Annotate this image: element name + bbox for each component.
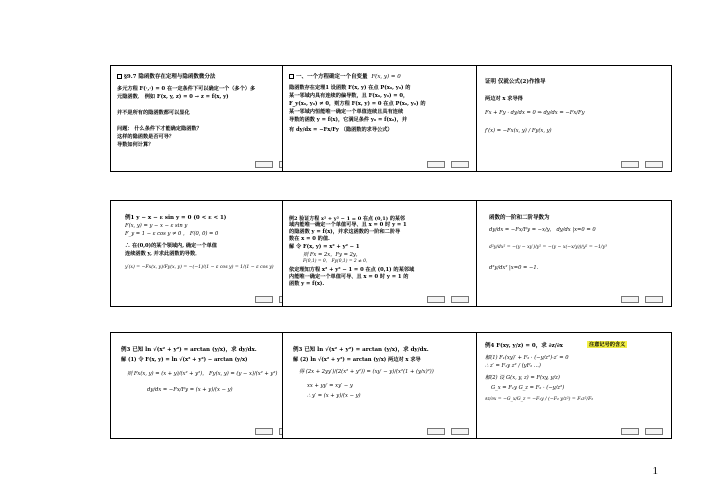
slide-2 bbox=[282, 65, 478, 172]
formula-line: 得 (2x + 2yy′)/(2(x² + y²)) = (xy′ − y)/(x²(1 + (y/x)²)) bbox=[299, 369, 434, 375]
page-number: 1 bbox=[652, 465, 658, 477]
formula-line: Fx + Fy · dy/dx = 0 ⇒ dy/dx = −Fx/Fy bbox=[485, 110, 585, 116]
formula-line: d²y/dx² |x=0 = −1. bbox=[489, 265, 539, 271]
slide-1 bbox=[110, 65, 306, 172]
formula-line: d²y/dx² = −(y − xy′)/y² = −(y − x(−x/y))/y² = −1/y³ bbox=[489, 245, 607, 250]
slide-7 bbox=[110, 332, 306, 439]
formula-line: ∴ y′ = (x + y)/(x − y) bbox=[307, 393, 361, 399]
text-line: F_y(x₀, y₀) ≠ 0，则方程 F(x, y) = 0 在点 P(x₀, y₀) 的 bbox=[289, 101, 426, 107]
text-line: 多元方程 F(·,·) = 0 在一定条件下可以确定一个（多个）多 bbox=[117, 86, 256, 92]
slide-title: 例1 y − x − ε sin y = 0 (0 < ε < 1) bbox=[125, 215, 227, 221]
formula-line: F_y = 1 − ε cos y ≠ 0 ， F(0, 0) = 0 bbox=[125, 231, 219, 237]
next-nav-button[interactable] bbox=[451, 296, 469, 303]
next-nav-button[interactable] bbox=[451, 161, 469, 168]
text-line: 导数的函数 y = f(x)，它满足条件 y₀ = f(x₀)，并 bbox=[289, 117, 408, 123]
next-nav-button[interactable] bbox=[645, 296, 663, 303]
text-line: 隐函数存在定理1 设函数 F(x, y) 在点 P(x₀, y₀) 的 bbox=[289, 85, 411, 91]
next-nav-button[interactable] bbox=[645, 428, 663, 435]
text-line: ∴ 在(0,0)的某个领域内, 确定一个单值 bbox=[125, 243, 217, 249]
text-line: 域内能唯一确定一个单值可导、且 x = 0 时 y = 1 bbox=[289, 222, 407, 228]
formula-line: ∂z/∂x = −G_x/G_z = −F₁y / (−F₂ y/z²) = F₁z²/F₂ bbox=[485, 397, 594, 402]
text-line: 解 (2) ln √(x² + y²) = arctan (y/x) 两边对 x 求导 bbox=[293, 357, 421, 363]
formula-line: f′(x) = −Fx(x, y) / Fy(x, y) bbox=[485, 128, 552, 134]
text-line: 解 令 F(x, y) = x² + y² − 1 bbox=[289, 244, 360, 250]
formula-line: F(0,1) = 0， Fy(0,1) = 2 ≠ 0， bbox=[303, 259, 371, 264]
formula-line: 则 Fx = 2x，Fy = 2y， bbox=[303, 252, 362, 258]
text-line: 解 (1) 令 F(x, y) = ln √(x² + y²) − arctan (y/x) bbox=[121, 357, 248, 363]
slide-8 bbox=[282, 332, 478, 439]
text-line: 函数 y = f(x). bbox=[289, 281, 325, 287]
formula-line: F(x, y) = y − x − ε sin y bbox=[125, 223, 188, 229]
slide-5 bbox=[282, 200, 478, 307]
highlight-note: 注意记号的含义 bbox=[589, 342, 626, 348]
text-line: 数在 x = 0 的值. bbox=[289, 236, 330, 242]
text-line: 导数如何计算？ bbox=[117, 142, 154, 148]
formula-line: ∴ z′ = F₁y z² / (yF₂ ...) bbox=[485, 363, 541, 369]
slide-3 bbox=[476, 65, 672, 172]
formula-line: dy/dx = −Fx/Fy = (x + y)/(x − y) bbox=[147, 387, 233, 393]
slide-title: 例4 F(xy, y/z) = 0，求 ∂z/∂x bbox=[485, 343, 563, 349]
formula-line: 解(2) 设 G(x, y, z) = F(xy, y/z) bbox=[485, 375, 560, 381]
slide-title: 一、一个方程确定一个自变量 F(x, y) = 0 bbox=[289, 72, 401, 80]
prev-nav-button[interactable] bbox=[621, 296, 639, 303]
text-line: 有 dy/dx = −Fx/Fy （隐函数的求导公式） bbox=[289, 127, 393, 133]
bullet-icon bbox=[117, 74, 122, 79]
next-nav-button[interactable] bbox=[645, 161, 663, 168]
text-line: 问题： 什么条件下才能确定隐函数？ bbox=[117, 126, 202, 132]
next-nav-button[interactable] bbox=[451, 428, 469, 435]
text-line: 依定理知方程 x² + y² − 1 = 0 在点 (0,1) 的某邻域 bbox=[289, 267, 415, 273]
text-line: 某一邻域内具有连续的偏导数，且 F(x₀, y₀) = 0， bbox=[289, 93, 409, 99]
prev-nav-button[interactable] bbox=[427, 161, 445, 168]
slide-6 bbox=[476, 200, 672, 307]
text-line: 并不是所有的隐函数都可以显化 bbox=[117, 110, 190, 116]
prev-nav-button[interactable] bbox=[621, 428, 639, 435]
text-line: 元隐函数． 例如 F(x, y, z) = 0 → z = f(x, y) bbox=[117, 94, 229, 100]
formula-line: xx + yy′ = xy′ − y bbox=[307, 383, 353, 389]
prev-nav-button[interactable] bbox=[621, 161, 639, 168]
slide-title: 函数的一阶和二阶导数为 bbox=[489, 215, 550, 221]
prev-nav-button[interactable] bbox=[427, 296, 445, 303]
slide-title: 证明 仅就公式(2)作推导 bbox=[485, 79, 546, 85]
slide-title: 例2 验证方程 x² + y² − 1 = 0 在点 (0,1) 的某邻 bbox=[289, 216, 405, 222]
slide-title: 例3 已知 ln √(x² + y²) = arctan (y/x)，求 dy/dx. bbox=[121, 347, 257, 353]
prev-nav-button[interactable] bbox=[255, 161, 273, 168]
formula-line: 解(1) F₁(xy)′ + F₂ · (−y/z²)·z′ = 0 bbox=[485, 355, 569, 361]
slide-9 bbox=[476, 332, 672, 439]
slide-title: §9.7 隐函数存在定理与隐函数微分法 bbox=[117, 72, 215, 80]
slide-4 bbox=[110, 200, 306, 307]
text-line: 的隐函数 y = f(x)，并求这函数的一阶和二阶导 bbox=[289, 229, 401, 235]
prev-nav-button[interactable] bbox=[255, 296, 273, 303]
text-line: 两边对 x 求导得 bbox=[485, 96, 523, 102]
formula-line: 则 Fx(x, y) = (x + y)/(x² + y²)， Fy(x, y) = (y − x)/(x² + y²) bbox=[127, 371, 278, 377]
formula-line: G_x = F₁y G_z = F₂ · (−y/z²) bbox=[491, 385, 565, 391]
prev-nav-button[interactable] bbox=[427, 428, 445, 435]
prev-nav-button[interactable] bbox=[255, 428, 273, 435]
formula-line: y′(x) = −Fx(x, y)/Fy(x, y) = −(−1)/(1 − ε cos y) = 1/(1 − ε cos y) bbox=[125, 265, 274, 270]
text-line: 某一邻域内恒能唯一确定一个单值连续且具有连续 bbox=[289, 109, 404, 115]
text-line: 内能唯一确定一个单值可导、且 x = 0 时 y = 1 的 bbox=[289, 274, 409, 280]
slide-title: 例3 已知 ln √(x² + y²) = arctan (y/x)，求 dy/dx. bbox=[293, 347, 429, 353]
bullet-icon bbox=[289, 74, 294, 79]
text-line: 连续函数 y, 并求此函数的导数． bbox=[125, 251, 201, 257]
text-line: 这样的隐函数是否可导？ bbox=[117, 134, 175, 140]
formula-line: dy/dx = −Fx/Fy = −x/y， dy/dx |x=0 = 0 bbox=[489, 227, 596, 233]
